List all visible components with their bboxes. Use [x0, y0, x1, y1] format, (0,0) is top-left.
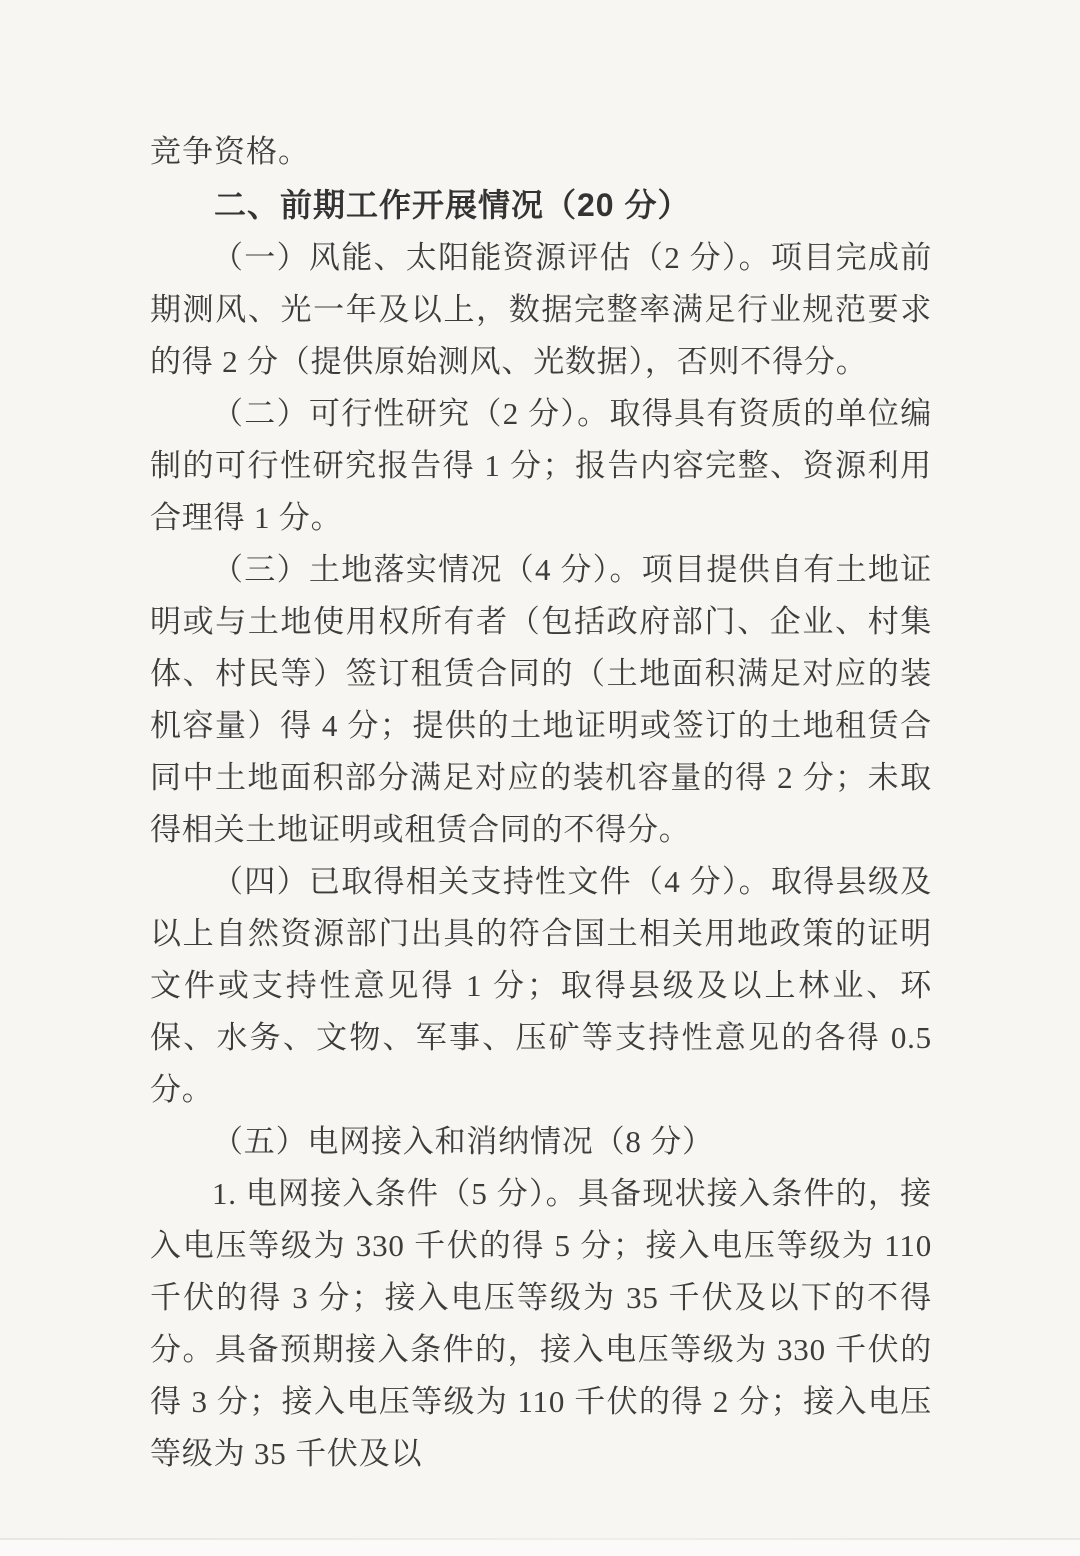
paragraph: （五）电网接入和消纳情况（8 分）: [212, 1124, 714, 1159]
paragraph: （二）可行性研究（2 分）。取得具有资质的单位编制的可行性研究报告得 1 分；报告内容完整、资源利用合理得 1 分。: [150, 396, 932, 535]
paragraph: 1. 电网接入条件（5 分）。具备现状接入条件的，接入电压等级为 330 千伏的得 5 分；接入电压等级为 110 千伏的得 3 分；接入电压等级为 35 千伏及以下的不得分。具备预期接入条件的，接入电压等级为 330 千伏的得 3 分；接入电压等级为 110 千伏的得 2 分；接入电压等级为 35 千伏及以: [150, 1176, 932, 1471]
carryover-paragraph-tail: 竞争资格。: [150, 134, 310, 169]
paragraph: （三）土地落实情况（4 分）。项目提供自有土地证明或与土地使用权所有者（包括政府部门、企业、村集体、村民等）签订租赁合同的（土地面积满足对应的装机容量）得 4 分；提供的土地证明或签订的土地租赁合同中土地面积部分满足对应的装机容量的得 2 分；未取得相关土地证明或租赁合同的不得分。: [150, 552, 932, 847]
paragraph: （四）已取得相关支持性文件（4 分）。取得县级及以上自然资源部门出具的符合国土相关用地政策的证明文件或支持性意见得 1 分；取得县级及以上林业、环保、水务、文物、军事、压矿等支持性意见的各得 0.5 分。: [150, 864, 932, 1107]
paragraph: （一）风能、太阳能资源评估（2 分）。项目完成前期测风、光一年及以上，数据完整率满足行业规范要求的得 2 分（提供原始测风、光数据），否则不得分。: [150, 240, 932, 379]
paragraph-list: [150, 232, 932, 1480]
document-content: [150, 126, 932, 1480]
section-heading: 二、前期工作开展情况（20 分）: [214, 187, 691, 223]
scan-bottom-margin: [0, 1540, 1080, 1556]
